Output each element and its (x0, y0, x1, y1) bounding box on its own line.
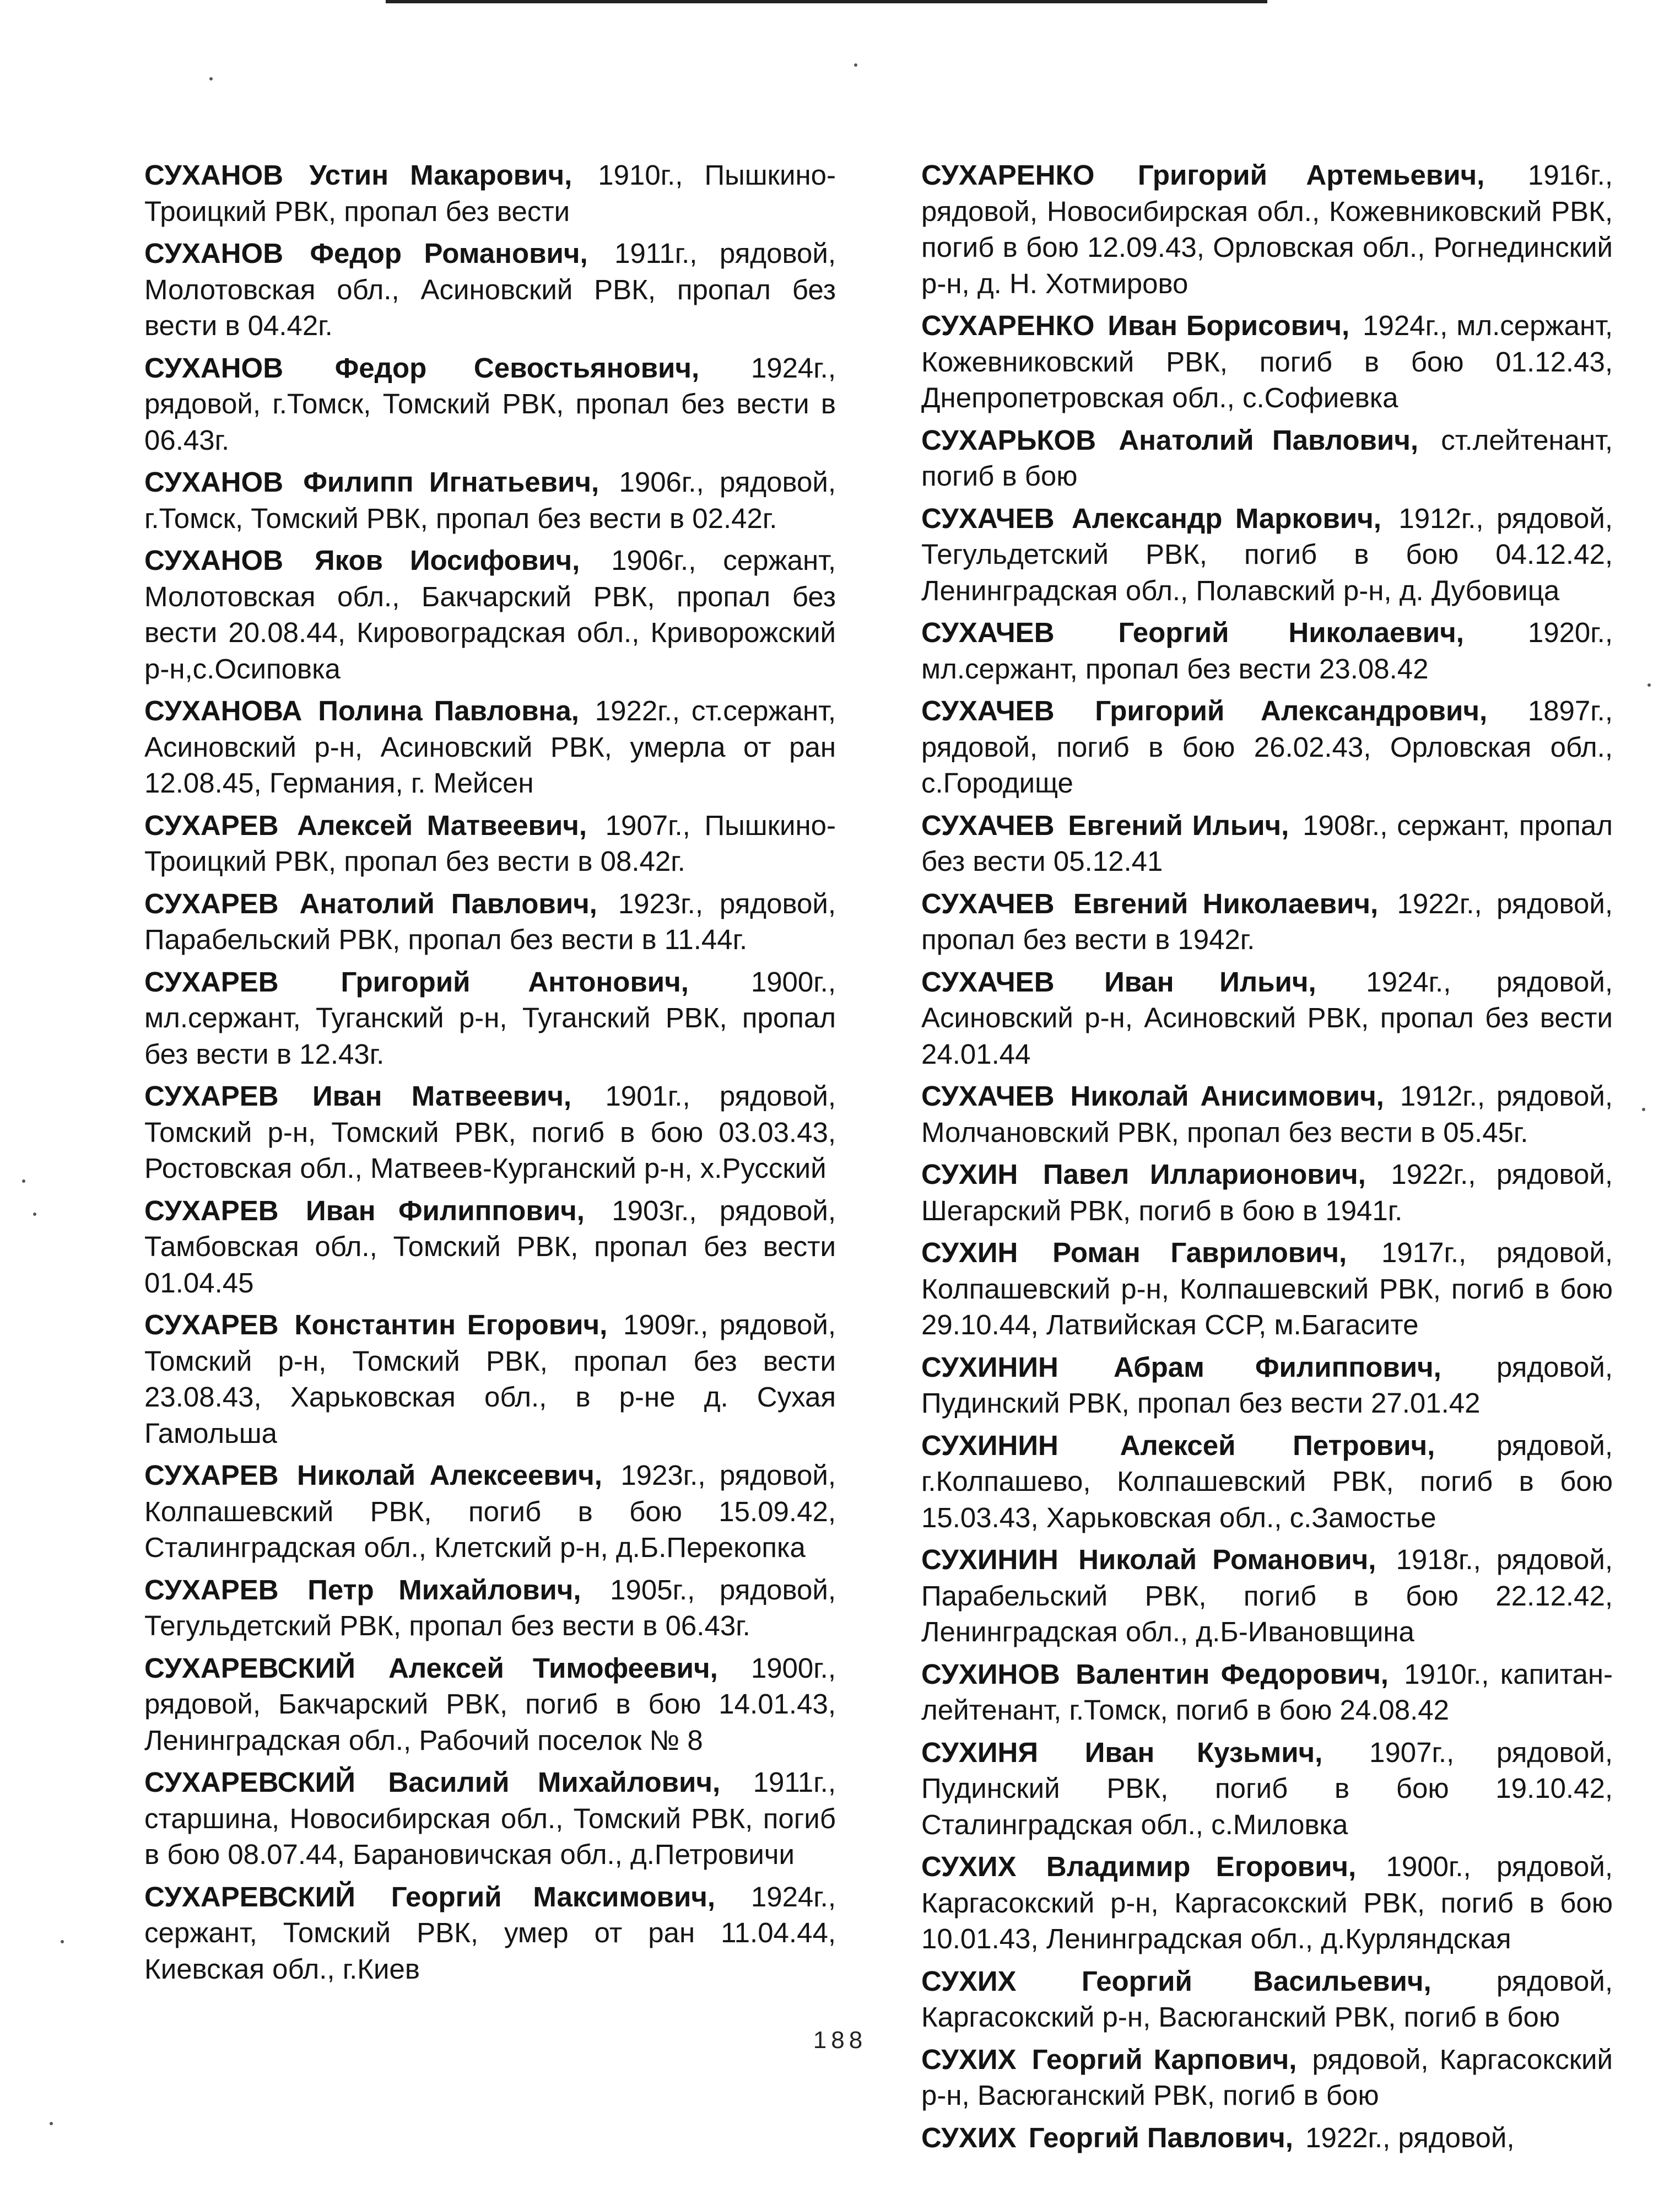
scan-speck (1647, 683, 1651, 687)
entry-details: 1912г., рядовой, Тегульдетский РВК, погиб в бою 04.12.42, Ленинградская обл., Полавский р-н, д. Дубовица (921, 502, 1613, 606)
entry-given-name: Иван Филиппович, (306, 1194, 585, 1226)
registry-entry (921, 1349, 1613, 1421)
registry-entry (921, 1427, 1613, 1536)
registry-entry (921, 500, 1613, 609)
registry-entry (921, 1656, 1613, 1728)
entry-given-name: Василий Михайлович, (388, 1766, 721, 1798)
registry-entry (921, 964, 1613, 1073)
entry-given-name: Георгий Карпович, (1031, 2043, 1297, 2075)
entry-details: 1920г., мл.сержант, пропал без вести 23.08.42 (921, 617, 1613, 685)
entry-surname: СУХАРЕВ (144, 966, 279, 998)
registry-entry (921, 2120, 1613, 2156)
entry-given-name: Иван Борисович, (1108, 310, 1350, 341)
entry-details: 1900г., мл.сержант, Туганский р-н, Туганский РВК, пропал без вести в 12.43г. (144, 966, 836, 1070)
entry-given-name: Абрам Филиппович, (1113, 1351, 1441, 1383)
entry-given-name: Евгений Ильич, (1068, 809, 1289, 841)
entry-given-name: Иван Кузьмич, (1084, 1736, 1323, 1768)
entry-surname: СУХАЧЕВ (921, 695, 1055, 726)
entry-surname: СУХАРЕВСКИЙ (144, 1652, 355, 1684)
scan-speck (22, 1179, 25, 1183)
entry-given-name: Федор Романович, (310, 238, 588, 269)
registry-entry (921, 1078, 1613, 1150)
registry-entry (144, 1457, 836, 1566)
entry-details: 1924г., рядовой, Асиновский р-н, Асиновский РВК, пропал без вести 24.01.44 (921, 966, 1613, 1070)
registry-entry (144, 1193, 836, 1301)
entry-details: 1900г., рядовой, Каргасокский р-н, Каргасокский РВК, погиб в бою 10.01.43, Ленинградская обл., д.Курляндская (921, 1851, 1613, 1954)
entry-details: 1924г., мл.сержант, Кожевниковский РВК, погиб в бою 01.12.43, Днепропетровская обл., с.Софиевка (921, 310, 1613, 413)
registry-entry (921, 1963, 1613, 2035)
registry-entry (921, 886, 1613, 958)
entry-details: 1907г., Пышкино-Троицкий РВК, пропал без вести в 08.42г. (144, 809, 836, 877)
entry-details: 1903г., рядовой, Тамбовская обл., Томский РВК, пропал без вести 01.04.45 (144, 1194, 836, 1299)
registry-entry (921, 1156, 1613, 1229)
entry-details: 1907г., рядовой, Пудинский РВК, погиб в бою 19.10.42, Сталинградская обл., с.Миловка (921, 1736, 1613, 1840)
page-top-rule (386, 0, 1267, 3)
entry-surname: СУХАРЕНКО (921, 310, 1095, 341)
entry-details: 1923г., рядовой, Колпашевский РВК, погиб в бою 15.09.42, Сталинградская обл., Клетский р-н, д.Б.Перекопка (144, 1459, 836, 1563)
entry-details: 1922г., рядовой, Шегарский РВК, погиб в бою в 1941г. (921, 1159, 1613, 1226)
registry-entry (921, 157, 1613, 301)
entry-given-name: Валентин Федорович, (1076, 1658, 1389, 1690)
entry-surname: СУХАРЕВ (144, 1309, 279, 1340)
right-column (921, 157, 1613, 2162)
entry-surname: СУХИНЯ (921, 1736, 1039, 1768)
entry-details: 1923г., рядовой, Парабельский РВК, пропал без вести в 11.44г. (144, 887, 836, 955)
entry-details: 1911г., рядовой, Молотовская обл., Асиновский РВК, пропал без вести в 04.42г. (144, 238, 836, 341)
entry-surname: СУХИХ (921, 2121, 1017, 2153)
scan-speck (854, 63, 857, 67)
registry-entry (144, 350, 836, 459)
registry-entry (921, 1542, 1613, 1650)
entry-surname: СУХАРЕВ (144, 1194, 279, 1226)
entry-surname: СУХИНОВ (921, 1658, 1060, 1690)
entry-surname: СУХАЧЕВ (921, 617, 1055, 648)
entry-details: 1906г., сержант, Молотовская обл., Бакчарский РВК, пропал без вести 20.08.44, Кировоградская обл., Криворожский р-н,с.Осиповка (144, 545, 836, 685)
scan-speck (61, 1940, 64, 1943)
entry-given-name: Петр Михайлович, (307, 1574, 581, 1605)
entry-surname: СУХАНОВ (144, 545, 284, 576)
entry-surname: СУХАРЕВ (144, 1459, 279, 1491)
entry-details: рядовой, г.Колпашево, Колпашевский РВК, погиб в бою 15.03.43, Харьковская обл., с.Замостье (921, 1429, 1613, 1533)
entry-surname: СУХАНОВ (144, 352, 284, 384)
entry-surname: СУХАРЕНКО (921, 159, 1095, 191)
registry-entry (921, 308, 1613, 416)
entry-surname: СУХАРЕВСКИЙ (144, 1766, 355, 1798)
entry-surname: СУХИХ (921, 1965, 1017, 1997)
entry-surname: СУХАЧЕВ (921, 887, 1055, 919)
entry-given-name: Полина Павловна, (318, 695, 579, 726)
entry-given-name: Федор Севостьянович, (334, 352, 700, 384)
entry-surname: СУХАЧЕВ (921, 1080, 1055, 1112)
scan-speck (1642, 1108, 1645, 1111)
entry-details: 1909г., рядовой, Томский р-н, Томский РВК, пропал без вести 23.08.43, Харьковская обл., в р-не д. Сухая Гамольша (144, 1309, 836, 1449)
entry-details: 1922г., рядовой, (1305, 2121, 1515, 2153)
entry-surname: СУХАНОВ (144, 159, 284, 191)
entry-given-name: Павел Илларионович, (1042, 1159, 1366, 1190)
left-column (144, 157, 836, 1993)
entry-details: 1897г., рядовой, погиб в бою 26.02.43, Орловская обл., с.Городище (921, 695, 1613, 799)
entry-given-name: Алексей Петрович, (1120, 1429, 1435, 1461)
registry-entry (144, 235, 836, 344)
entry-surname: СУХАЧЕВ (921, 966, 1055, 998)
registry-entry (144, 1879, 836, 1987)
entry-details: рядовой, Пудинский РВК, пропал без вести 27.01.42 (921, 1351, 1613, 1419)
entry-given-name: Григорий Александрович, (1095, 695, 1488, 726)
registry-entry (144, 693, 836, 801)
registry-entry (144, 1078, 836, 1187)
scan-speck (209, 77, 213, 80)
registry-entry (144, 964, 836, 1073)
entry-details: рядовой, Каргасокский р-н, Васюганский РВК, погиб в бою (921, 1965, 1613, 2033)
entry-given-name: Константин Егорович, (294, 1309, 608, 1340)
registry-entry (921, 807, 1613, 880)
entry-surname: СУХИНИН (921, 1351, 1058, 1383)
entry-given-name: Георгий Васильевич, (1081, 1965, 1431, 1997)
registry-entry (144, 807, 836, 880)
entry-details: 1908г., сержант, пропал без вести 05.12.41 (921, 809, 1613, 877)
entry-surname: СУХАРЕВ (144, 1574, 279, 1605)
entry-details: 1910г., Пышкино-Троицкий РВК, пропал без вести (144, 159, 836, 227)
entry-given-name: Григорий Антонович, (341, 966, 689, 998)
entry-details: 1916г., рядовой, Новосибирская обл., Кожевниковский РВК, погиб в бою 12.09.43, Орловская обл., Рогнединский р-н, д. Н. Хотмирово (921, 159, 1613, 299)
registry-entry (144, 1650, 836, 1759)
entry-details: 1912г., рядовой, Молчановский РВК, пропал без вести в 05.45г. (921, 1080, 1613, 1148)
entry-given-name: Владимир Егорович, (1046, 1851, 1357, 1882)
registry-entry (921, 615, 1613, 687)
entry-surname: СУХАРЕВ (144, 887, 279, 919)
scan-speck (33, 1213, 36, 1216)
entry-given-name: Георгий Максимович, (391, 1881, 716, 1912)
entry-details: ст.лейтенант, погиб в бою (921, 424, 1613, 492)
entry-given-name: Николай Романович, (1078, 1544, 1376, 1575)
entry-surname: СУХАНОВ (144, 238, 284, 269)
entry-surname: СУХИН (921, 1237, 1018, 1268)
entry-given-name: Устин Макарович, (309, 159, 572, 191)
entry-details: 1901г., рядовой, Томский р-н, Томский РВК, погиб в бою 03.03.43, Ростовская обл., Матвеев-Курганский р-н, х.Русский (144, 1080, 836, 1184)
entry-given-name: Иван Ильич, (1104, 966, 1316, 998)
entry-given-name: Евгений Николаевич, (1073, 887, 1379, 919)
registry-entry (144, 1764, 836, 1873)
entry-given-name: Филипп Игнатьевич, (303, 466, 599, 498)
entry-given-name: Николай Алексеевич, (297, 1459, 602, 1491)
registry-entry (144, 542, 836, 687)
entry-given-name: Иван Матвеевич, (312, 1080, 572, 1112)
entry-given-name: Александр Маркович, (1071, 502, 1381, 534)
registry-entry (921, 422, 1613, 494)
entry-given-name: Алексей Матвеевич, (297, 809, 587, 841)
registry-entry (921, 1235, 1613, 1343)
entry-details: 1911г., старшина, Новосибирская обл., Томский РВК, погиб в бою 08.07.44, Барановичская обл., д.Петровичи (144, 1766, 836, 1870)
entry-details: 1924г., рядовой, г.Томск, Томский РВК, пропал без вести в 06.43г. (144, 352, 836, 456)
entry-surname: СУХАРЕВ (144, 809, 279, 841)
entry-details: 1922г., ст.сержант, Асиновский р-н, Асиновский РВК, умерла от ран 12.08.45, Германия, г. Мейсен (144, 695, 836, 799)
entry-surname: СУХАРЬКОВ (921, 424, 1096, 456)
entry-details: 1905г., рядовой, Тегульдетский РВК, пропал без вести в 06.43г. (144, 1574, 836, 1641)
entry-surname: СУХАНОВА (144, 695, 302, 726)
entry-given-name: Георгий Павлович, (1028, 2121, 1293, 2153)
entry-surname: СУХИНИН (921, 1429, 1058, 1461)
registry-entry (144, 1307, 836, 1451)
entry-surname: СУХИН (921, 1159, 1018, 1190)
registry-entry (144, 464, 836, 536)
entry-details: 1910г., капитан-лейтенант, г.Томск, погиб в бою 24.08.42 (921, 1658, 1613, 1726)
entry-surname: СУХИХ (921, 1851, 1017, 1882)
entry-given-name: Яков Иосифович, (314, 545, 580, 576)
entry-details: рядовой, Каргасокский р-н, Васюганский РВК, погиб в бою (921, 2043, 1613, 2111)
registry-entry (921, 693, 1613, 801)
entry-surname: СУХАЧЕВ (921, 502, 1055, 534)
entry-surname: СУХАНОВ (144, 466, 284, 498)
entry-given-name: Роман Гаврилович, (1052, 1237, 1347, 1268)
entry-surname: СУХИХ (921, 2043, 1017, 2075)
entry-details: 1918г., рядовой, Парабельский РВК, погиб в бою 22.12.42, Ленинградская обл., д.Б-Ивановщина (921, 1544, 1613, 1647)
entry-surname: СУХАРЕВСКИЙ (144, 1881, 355, 1912)
entry-given-name: Георгий Николаевич, (1118, 617, 1464, 648)
entry-given-name: Николай Анисимович, (1070, 1080, 1384, 1112)
entry-given-name: Анатолий Павлович, (299, 887, 597, 919)
entry-given-name: Григорий Артемьевич, (1137, 159, 1485, 191)
entry-details: 1924г., сержант, Томский РВК, умер от ран 11.04.44, Киевская обл., г.Киев (144, 1881, 836, 1985)
registry-entry (921, 1849, 1613, 1957)
entry-surname: СУХАЧЕВ (921, 809, 1055, 841)
entry-details: 1906г., рядовой, г.Томск, Томский РВК, пропал без вести в 02.42г. (144, 466, 836, 534)
scan-speck (50, 2122, 53, 2125)
entry-details: 1922г., рядовой, пропал без вести в 1942г. (921, 887, 1613, 955)
entry-details: 1900г., рядовой, Бакчарский РВК, погиб в бою 14.01.43, Ленинградская обл., Рабочий поселок № 8 (144, 1652, 836, 1756)
registry-entry (144, 157, 836, 229)
page-number: 188 (813, 2027, 867, 2054)
entry-surname: СУХАРЕВ (144, 1080, 279, 1112)
entry-details: 1917г., рядовой, Колпашевский р-н, Колпашевский РВК, погиб в бою 29.10.44, Латвийская ССР, м.Багасите (921, 1237, 1613, 1340)
entry-surname: СУХИНИН (921, 1544, 1058, 1575)
entry-given-name: Алексей Тимофеевич, (388, 1652, 718, 1684)
registry-entry (144, 1572, 836, 1644)
registry-entry (921, 1734, 1613, 1843)
entry-given-name: Анатолий Павлович, (1119, 424, 1418, 456)
registry-entry (144, 886, 836, 958)
